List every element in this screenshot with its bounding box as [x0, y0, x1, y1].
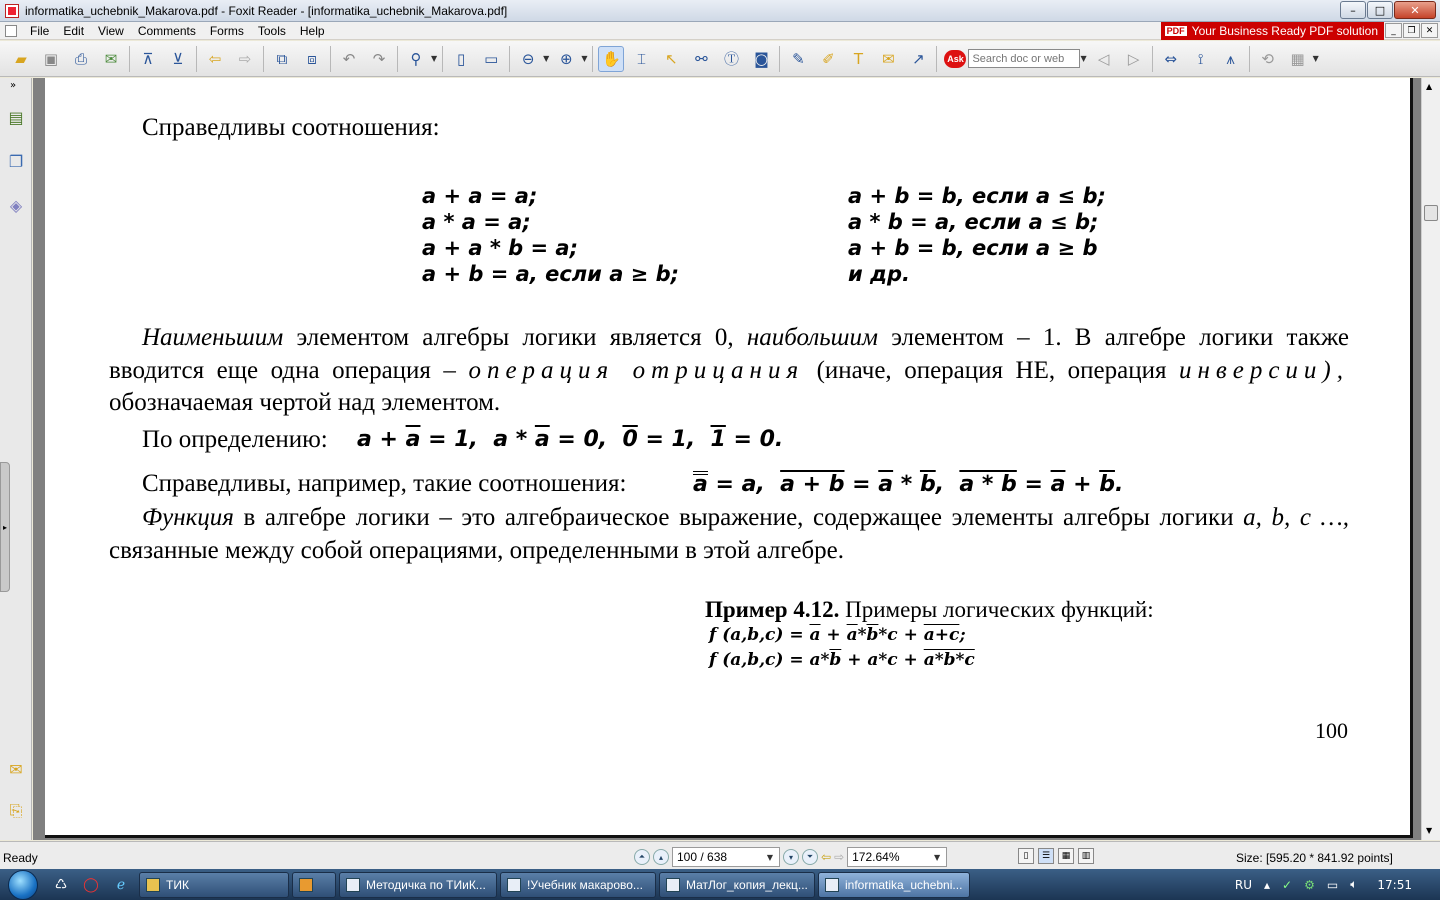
comments-panel-icon[interactable]: ✉: [9, 759, 23, 779]
note-icon[interactable]: ✉: [882, 49, 895, 68]
menu-help[interactable]: Help: [299, 23, 325, 38]
system-tray: [1229, 869, 1440, 900]
toolbar-separator: [592, 46, 593, 72]
history-back-icon[interactable]: ⇦: [821, 850, 832, 864]
distance-tool-icon[interactable]: ⇔: [1164, 49, 1177, 68]
para-italic-smallest: Наименьшим: [142, 324, 284, 351]
para-spaced-negation: операция отрицания: [468, 356, 805, 384]
menu-view[interactable]: View: [98, 23, 124, 38]
document-icon: [5, 25, 17, 37]
textbox-icon[interactable]: T: [853, 49, 864, 68]
quicklaunch-desktop-icon[interactable]: ♺: [54, 876, 68, 893]
last-page-icon[interactable]: ⏷: [802, 849, 818, 865]
func-vars: a, b, c …,: [1243, 504, 1349, 531]
task-folder-tik[interactable]: [139, 872, 289, 898]
toolbar-separator: [397, 46, 398, 72]
toolbar-separator: [263, 46, 264, 72]
zoom-out-icon[interactable]: ⊖: [521, 49, 535, 68]
equation-right-2: a * b = a, если a ≤ b;: [848, 210, 1099, 234]
zoom-level-field[interactable]: [847, 847, 947, 867]
zoom-in-dropdown-icon[interactable]: ▼: [581, 54, 588, 63]
example-heading: [705, 594, 1154, 626]
forward-icon[interactable]: ⇨: [238, 49, 252, 68]
tray-volume-icon[interactable]: 🔈︎: [1350, 877, 1358, 891]
toolbar-separator: [129, 46, 130, 72]
select-icon[interactable]: ↖: [665, 49, 678, 68]
example-function-1: f $(a,b,c) = \overline{a} + \overline{a}*\overline{b}*c + a+c$;: [709, 625, 966, 645]
relations-example-label: Справедливы, например, такие соотношения:: [142, 470, 627, 497]
page-dropdown-icon[interactable]: ▼: [766, 852, 773, 862]
email-icon[interactable]: ✉: [104, 49, 118, 68]
equation-left-3: a + a * b = a;: [422, 236, 578, 260]
minimize-button[interactable]: –: [1340, 1, 1366, 19]
close-button[interactable]: ✕: [1394, 1, 1436, 19]
print-icon[interactable]: ⎙: [74, 49, 87, 68]
task-label: ТИК: [166, 877, 189, 892]
task-label: !Учебник макарово...: [527, 877, 643, 892]
pencil-icon[interactable]: ✐: [822, 49, 835, 68]
arrow-tool-icon[interactable]: ↗: [912, 49, 925, 68]
doc-minimize-button[interactable]: _: [1385, 23, 1402, 38]
status-ready: Ready: [3, 851, 38, 865]
insert-page-icon[interactable]: ⧉: [276, 49, 288, 68]
toolbar-separator: [509, 46, 510, 72]
task-media-player[interactable]: [292, 872, 336, 898]
doc-restore-button[interactable]: ❐: [1403, 23, 1420, 38]
page-number-value: 100 / 638: [677, 850, 728, 864]
menu-forms[interactable]: Forms: [209, 23, 244, 38]
ask-logo-icon[interactable]: Ask: [944, 50, 966, 68]
page-down-icon[interactable]: ⊻: [172, 49, 184, 68]
back-icon[interactable]: ⇦: [208, 49, 222, 68]
page-up-icon[interactable]: ⊼: [142, 49, 154, 68]
grid-icon[interactable]: ▦: [1290, 49, 1305, 68]
document-viewport[interactable]: [33, 78, 1421, 840]
ad-banner[interactable]: [1161, 22, 1384, 40]
ad-banner-text: Your Business Ready PDF solution: [1191, 24, 1378, 38]
extract-page-icon[interactable]: ⧈: [307, 49, 317, 68]
tray-expand-icon[interactable]: ▴: [1264, 877, 1271, 892]
toolbar-separator: [196, 46, 197, 72]
redo-icon[interactable]: ↷: [372, 49, 386, 68]
bookmarks-icon[interactable]: ▤: [8, 107, 24, 127]
equation-right-3: a + b = b, если a ≥ b: [848, 236, 1098, 260]
open-icon[interactable]: ▰: [15, 49, 27, 68]
fit-width-icon[interactable]: ▭: [484, 49, 499, 68]
para-spaced-inversion: инверсии),: [1178, 356, 1349, 384]
page-navigation: [634, 847, 947, 867]
attachments-icon[interactable]: ⎘: [9, 801, 23, 820]
paragraph-negation: [109, 322, 1349, 420]
para-italic-largest: наибольшим: [746, 324, 878, 351]
definition-label: По определению:: [142, 426, 328, 453]
area-tool-icon[interactable]: ⩚: [1226, 49, 1235, 68]
search-dropdown-icon[interactable]: ▼: [1080, 54, 1087, 63]
fit-page-icon[interactable]: ▯: [457, 49, 466, 68]
prev-page-icon[interactable]: ▴: [653, 849, 669, 865]
window-controls: [1340, 1, 1436, 19]
task-foxit-reader[interactable]: [818, 872, 970, 898]
panel-toggle-handle[interactable]: ▸: [0, 462, 10, 592]
scroll-down-icon[interactable]: ▼: [1426, 826, 1433, 835]
task-label: Методичка по ТИиК...: [366, 877, 486, 892]
task-word-uchebnik[interactable]: [500, 872, 656, 898]
page-number: 100: [1315, 718, 1348, 743]
relations-example-formula: a = a, $a + b = \overline{a} * \overline{b}$, $a * b = \overline{a} + \overline{b}$.: [693, 472, 1124, 497]
word-icon: [346, 878, 360, 892]
equation-left-2: a * a = a;: [422, 210, 531, 234]
word-icon: [507, 878, 521, 892]
first-page-icon[interactable]: ⏶: [634, 849, 650, 865]
toolbar-more-icon[interactable]: ▼: [1312, 54, 1319, 63]
language-indicator[interactable]: RU: [1234, 877, 1252, 892]
definition-formula: $a + \overline{a} = 1$, $a * \overline{a} = 0$, 0 = 1, 1 = 0.: [357, 427, 784, 452]
facing-pages-icon[interactable]: ▦: [1058, 848, 1074, 864]
prev-result-icon[interactable]: ◁: [1097, 49, 1110, 68]
tray-app-icon[interactable]: ⚙: [1304, 877, 1315, 892]
typewriter-icon[interactable]: Ⓣ: [723, 50, 739, 68]
zoom-in-icon[interactable]: ⊕: [560, 49, 573, 68]
quicklaunch-ie-icon[interactable]: ℯ: [116, 876, 126, 893]
clock[interactable]: 17:51: [1377, 877, 1412, 892]
zoom-out-dropdown-icon[interactable]: ▼: [543, 54, 550, 63]
find-icon[interactable]: ⚯: [695, 49, 708, 68]
continuous-facing-icon[interactable]: ▥: [1078, 848, 1094, 864]
status-bar: [0, 841, 1440, 869]
menu-comments[interactable]: Comments: [137, 23, 196, 38]
maximize-button[interactable]: □: [1367, 1, 1393, 19]
hand-icon[interactable]: ✋: [598, 46, 624, 72]
next-page-icon[interactable]: ▾: [783, 849, 799, 865]
func-tail: связанные между собой операциями, определенными в этой алгебре.: [109, 536, 844, 564]
example-label: Пример 4.12.: [705, 597, 840, 622]
foxit-app-icon: [5, 4, 19, 18]
window-title: informatika_uchebnik_Makarova.pdf - Foxit Reader - [informatika_uchebnik_Makarova.pdf]: [25, 3, 508, 18]
equation-left-4: a + b = a, если a ≥ b;: [422, 262, 680, 286]
pdf-logo-icon: PDF: [1166, 26, 1185, 36]
toolbar-separator: [1152, 46, 1153, 72]
foxit-icon: [825, 878, 839, 892]
tray-display-icon[interactable]: ▭: [1326, 877, 1339, 892]
scroll-up-icon[interactable]: ▲: [1426, 82, 1433, 91]
para-text-4: (иначе, операция НЕ, операция: [804, 356, 1179, 384]
func-italic-word: Функция: [142, 504, 234, 531]
relations-heading: Справедливы соотношения:: [142, 114, 440, 141]
para-text-3: элементом – 1. В алгебре логики также вводится еще одна операция –: [109, 324, 1349, 384]
zoom-level-dropdown-icon[interactable]: ▼: [933, 852, 941, 862]
doc-close-button[interactable]: ✕: [1421, 23, 1438, 38]
title-bar: [0, 0, 1440, 22]
document-window-controls: [1385, 23, 1438, 38]
toolbar-separator: [442, 46, 443, 72]
example-text: Примеры логических функций:: [839, 597, 1154, 622]
task-label: informatika_uchebni...: [845, 877, 963, 892]
word-icon: [666, 878, 680, 892]
expand-panel-icon[interactable]: »: [10, 80, 17, 91]
perimeter-tool-icon[interactable]: ⟟: [1197, 49, 1204, 68]
page-size-info: Size: [595.20 * 841.92 points]: [1236, 851, 1393, 865]
continuous-page-icon[interactable]: ☰: [1038, 848, 1054, 864]
page-number-field[interactable]: [672, 847, 780, 867]
history-forward-icon[interactable]: ⇨: [834, 850, 845, 864]
toolbar-separator: [1249, 46, 1250, 72]
menu-edit[interactable]: Edit: [63, 23, 85, 38]
undo-icon[interactable]: ↶: [342, 49, 356, 68]
zoom-dropdown-icon[interactable]: ▼: [431, 54, 438, 63]
toolbar-separator: [936, 46, 937, 72]
menu-tools[interactable]: Tools: [257, 23, 286, 38]
task-label: МатЛог_копия_лекц...: [686, 877, 808, 892]
next-result-icon[interactable]: ▷: [1127, 49, 1140, 68]
media-player-icon: [299, 878, 313, 892]
navigation-panel: [0, 78, 32, 840]
menu-file[interactable]: File: [30, 23, 50, 38]
equation-right-1: a + b = b, если a ≤ b;: [848, 184, 1106, 208]
windows-orb-icon: [8, 870, 38, 900]
zoom-icon[interactable]: ⚲: [410, 49, 422, 68]
para-text-5: обозначаемая чертой над элементом.: [109, 389, 501, 416]
rotate-icon[interactable]: ⟲: [1261, 49, 1274, 68]
windows-taskbar: [0, 869, 1440, 900]
page-layout-buttons: [1018, 848, 1094, 864]
para-text-2: элементом алгебры логики является 0,: [283, 324, 747, 351]
save-icon[interactable]: ▣: [43, 49, 59, 68]
paragraph-function: [109, 502, 1349, 567]
start-button[interactable]: [0, 869, 46, 900]
scrollbar-thumb[interactable]: [1424, 205, 1438, 221]
text-select-icon[interactable]: ⌶: [636, 49, 646, 68]
toolbar: [0, 41, 1440, 77]
example-function-2: f $(a,b,c) = a*\overline{b} + a*c + a*b*c$: [709, 650, 975, 670]
menu-bar: [0, 22, 1440, 40]
folder-icon: [146, 878, 160, 892]
search-input[interactable]: [968, 49, 1080, 68]
equation-right-4: и др.: [848, 262, 910, 286]
pages-icon[interactable]: ❐: [8, 151, 24, 171]
func-text: в алгебре логики – это алгебраическое выражение, содержащее элементы алгебры логики: [233, 504, 1244, 531]
single-page-icon[interactable]: ▯: [1018, 848, 1034, 864]
layers-icon[interactable]: ◈: [9, 195, 23, 215]
equation-left-1: a + a = a;: [422, 184, 538, 208]
snapshot-icon[interactable]: ◙: [754, 49, 769, 68]
zoom-level-value: 172.64%: [852, 850, 900, 864]
vertical-scrollbar[interactable]: [1421, 78, 1440, 840]
quicklaunch-opera-icon[interactable]: ◯: [83, 876, 99, 893]
pdf-page: [45, 78, 1413, 838]
task-word-metodichka[interactable]: [339, 872, 497, 898]
toolbar-separator: [330, 46, 331, 72]
toolbar-separator: [779, 46, 780, 72]
tray-network-icon[interactable]: ✓: [1282, 877, 1293, 892]
stamp-icon[interactable]: ✎: [792, 49, 805, 68]
task-word-matlog[interactable]: [659, 872, 815, 898]
